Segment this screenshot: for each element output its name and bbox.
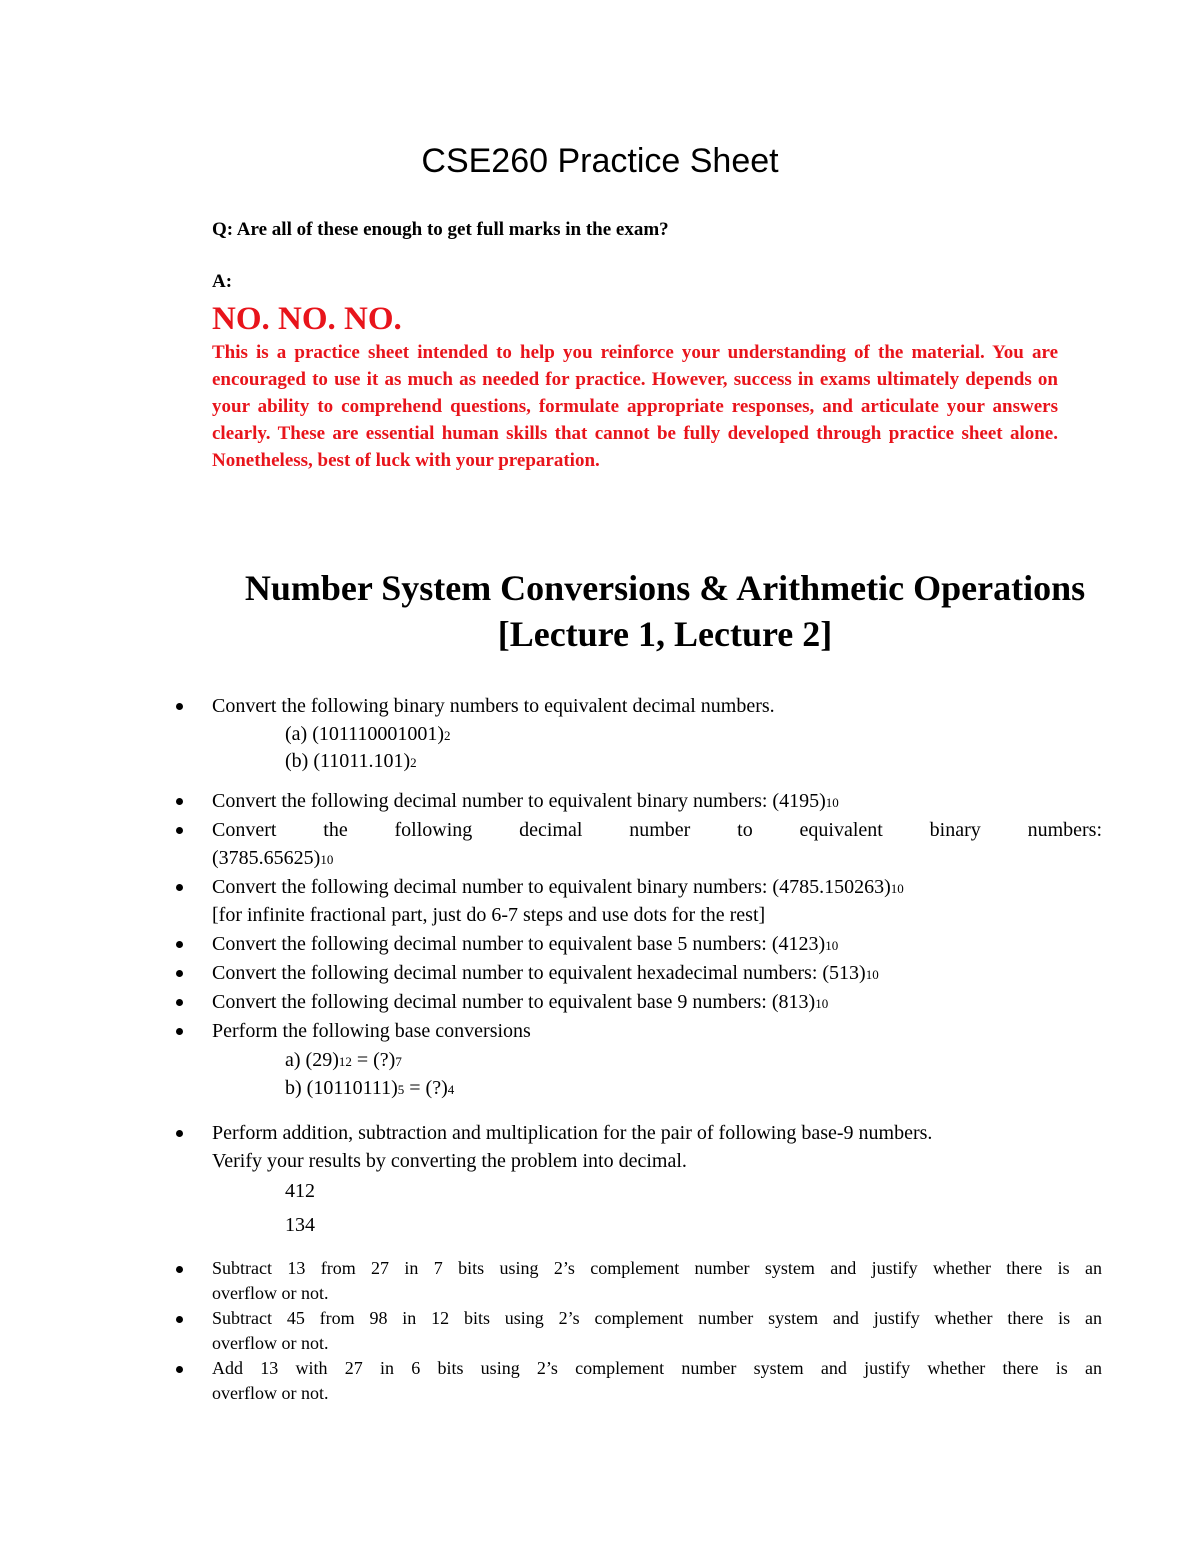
q8-part-b: b) (10110111)5 = (?)4 — [285, 1077, 455, 1099]
answer-heading: NO. NO. NO. — [212, 301, 402, 337]
answer-label: A: — [212, 271, 233, 292]
q3-line2: (3785.65625)10 — [212, 847, 334, 869]
q1-part-b: (b) (11011.101)2 — [285, 750, 417, 772]
q1-part-a: (a) (101110001001)2 — [285, 723, 451, 745]
q12-text: Add 13 with 27 in 6 bits using 2’s complement number system and justify whether there is an overflow or not. — [212, 1358, 1102, 1403]
q2-text: Convert the following decimal number to equivalent binary numbers: (4195)10 — [212, 790, 839, 812]
bullet-icon — [176, 999, 183, 1006]
q11-text: Subtract 45 from 98 in 12 bits using 2’s complement number system and justify whether there is an overflow or not. — [212, 1308, 1102, 1353]
q9-line2: Verify your results by converting the problem into decimal. — [212, 1150, 687, 1172]
practice-note: This is a practice sheet intended to help you reinforce your understanding of the material. You are encouraged to use it as much as needed for practice. However, success in exams ultimately depends on your ability to comprehend questions, formulate appropriate responses, and articulate your answers clearly. These are essential human skills that cannot be fully developed through practice sheet alone. Nonetheless, best of luck with your preparation. — [212, 342, 1058, 471]
bullet-icon — [176, 884, 183, 891]
q6-text: Convert the following decimal number to equivalent hexadecimal numbers: (513)10 — [212, 962, 879, 984]
q9-line1: Perform addition, subtraction and multiplication for the pair of following base-9 numbers. — [212, 1122, 933, 1144]
bullet-icon — [176, 703, 183, 710]
q8-text: Perform the following base conversions — [212, 1020, 531, 1042]
bullet-icon — [176, 827, 183, 834]
q1-text: Convert the following binary numbers to equivalent decimal numbers. — [212, 695, 775, 717]
bullet-icon — [176, 1316, 183, 1323]
q9-number-2: 134 — [285, 1214, 315, 1236]
q4-hint: [for infinite fractional part, just do 6-7 steps and use dots for the rest] — [212, 904, 766, 926]
section-heading-line1: Number System Conversions & Arithmetic Operations — [244, 568, 1086, 608]
bullet-icon — [176, 1366, 183, 1373]
bullet-icon — [176, 1028, 183, 1035]
q5-text: Convert the following decimal number to equivalent base 5 numbers: (4123)10 — [212, 933, 839, 955]
bullet-icon — [176, 798, 183, 805]
page-title: CSE260 Practice Sheet — [421, 142, 779, 180]
section-heading-line2: [Lecture 1, Lecture 2] — [497, 614, 833, 654]
bullet-icon — [176, 1130, 183, 1137]
q9-number-1: 412 — [285, 1180, 315, 1202]
bullet-icon — [176, 941, 183, 948]
question-text: Q: Are all of these enough to get full marks in the exam? — [212, 219, 669, 240]
bullet-icon — [176, 1266, 183, 1273]
q4-text: Convert the following decimal number to equivalent binary numbers: (4785.150263)10 — [212, 876, 904, 898]
q10-text: Subtract 13 from 27 in 7 bits using 2’s complement number system and justify whether there is an overflow or not. — [212, 1258, 1102, 1303]
q7-text: Convert the following decimal number to equivalent base 9 numbers: (813)10 — [212, 991, 829, 1013]
q8-part-a: a) (29)12 = (?)7 — [285, 1049, 402, 1071]
q3-line1: Convert the following decimal number to equivalent binary numbers: — [212, 819, 1102, 841]
bullet-icon — [176, 970, 183, 977]
section-heading — [190, 565, 1140, 657]
